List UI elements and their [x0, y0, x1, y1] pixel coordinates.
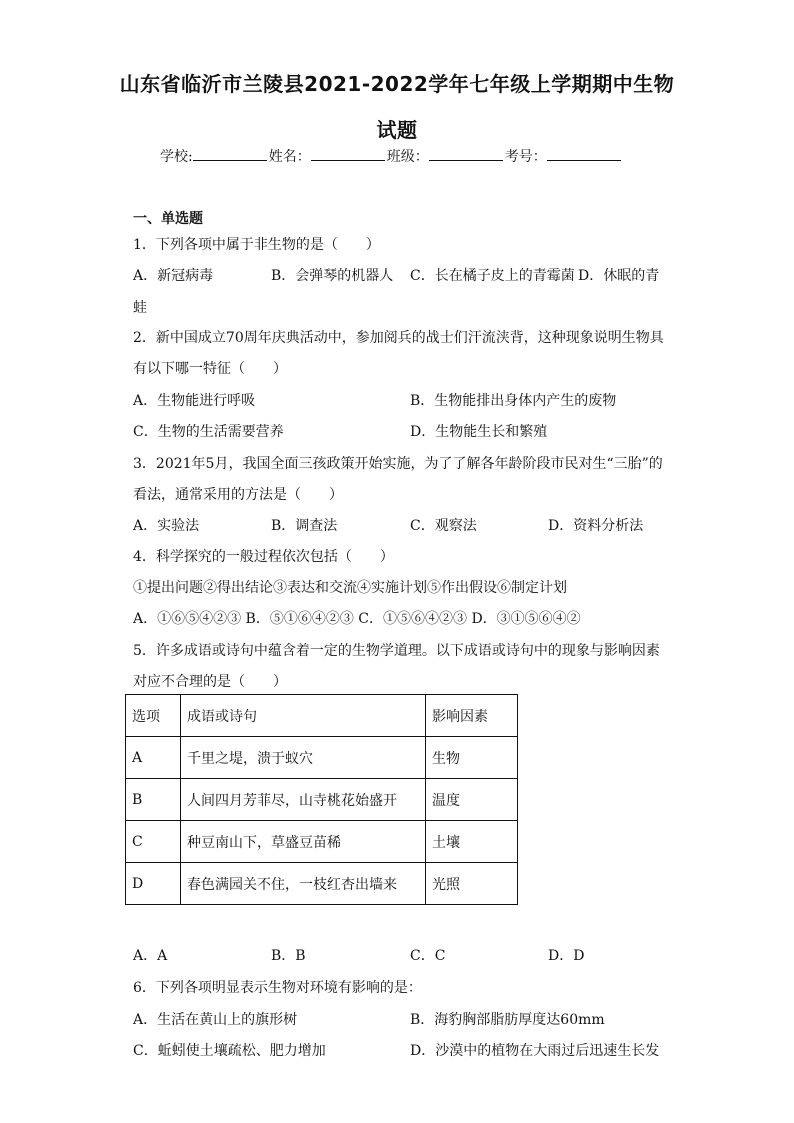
table-header-cell: 影响因素 [426, 695, 518, 737]
q5-stem-line1: 5．许多成语或诗句中蕴含着一定的生物学道理。以下成语或诗句中的现象与影响因素 [133, 643, 660, 659]
q2-stem-line1: 2．新中国成立70周年庆典活动中，参加阅兵的战士们汗流浃背，这种现象说明生物具 [133, 330, 664, 346]
q5-option-a: A．A [133, 948, 168, 964]
table-cell: 种豆南山下，草盛豆苗稀 [181, 821, 426, 863]
table-row [126, 821, 518, 863]
q3-option-a: A．实验法 [133, 518, 200, 534]
q6-option-a: A．生活在黄山上的旗形树 [133, 1012, 298, 1028]
q2-stem-line2: 有以下哪一特征（ ） [133, 361, 287, 377]
table-row [126, 863, 518, 905]
table-cell: C [126, 821, 181, 863]
q2-option-d: D．生物能生长和繁殖 [410, 424, 548, 440]
table-row [126, 737, 518, 779]
q3-option-d: D．资料分析法 [548, 518, 644, 534]
table-cell: D [126, 863, 181, 905]
q1-option-a: A．新冠病毒 [133, 268, 214, 284]
section-heading: 一、单选题 [133, 211, 203, 227]
table-cell: 土壤 [426, 821, 518, 863]
student-info-row [160, 146, 623, 166]
q2-option-a: A．生物能进行呼吸 [133, 393, 256, 409]
q3-option-b: B．调查法 [271, 518, 338, 534]
q4-steps: ①提出问题②得出结论③表达和交流④实施计划⑤作出假设⑥制定计划 [133, 580, 567, 596]
school-field[interactable] [193, 148, 267, 161]
q1-option-d-continued: 蛙 [133, 300, 147, 316]
q5-option-d: D．D [548, 948, 585, 964]
number-label: 考号： [504, 149, 547, 165]
class-field[interactable] [429, 148, 503, 161]
q3-stem-line1: 3．2021年5月，我国全面三孩政策开始实施，为了了解各年龄阶段市民对生“三胎”的 [133, 456, 663, 472]
q6-option-b: B．海豹胸部脂肪厚度达60mm [410, 1012, 605, 1028]
exam-title-line2: 试题 [376, 118, 418, 142]
table-cell: 生物 [426, 737, 518, 779]
q2-option-b: B．生物能排出身体内产生的废物 [410, 393, 617, 409]
q1-option-d: D．休眠的青 [578, 268, 660, 284]
table-cell: 春色满园关不住，一枝红杏出墙来 [181, 863, 426, 905]
q4-stem: 4．科学探究的一般过程依次包括（ ） [133, 549, 394, 565]
table-cell: A [126, 737, 181, 779]
table-row [126, 779, 518, 821]
school-label: 学校: [160, 149, 193, 165]
class-label: 班级： [386, 149, 429, 165]
q1-option-c: C．长在橘子皮上的青霉菌 [410, 268, 575, 284]
table-cell: 温度 [426, 779, 518, 821]
exam-title-line1: 山东省临沂市兰陵县2021-2022学年七年级上学期期中生物 [119, 72, 675, 96]
name-field[interactable] [311, 148, 385, 161]
table-header-row [126, 695, 518, 737]
q5-table [125, 694, 518, 905]
table-cell: B [126, 779, 181, 821]
q5-option-b: B．B [271, 948, 306, 964]
q6-option-c: C．蚯蚓使土壤疏松、肥力增加 [133, 1043, 326, 1059]
q2-option-c: C．生物的生活需要营养 [133, 424, 284, 440]
table-cell: 光照 [426, 863, 518, 905]
name-label: 姓名： [268, 149, 311, 165]
number-field[interactable] [547, 148, 621, 161]
q1-option-b: B．会弹琴的机器人 [271, 268, 394, 284]
q1-stem: 1．下列各项中属于非生物的是（ ） [133, 237, 380, 253]
table-header-cell: 成语或诗句 [181, 695, 426, 737]
table-header-cell: 选项 [126, 695, 181, 737]
q6-stem: 6．下列各项明显表示生物对环境有影响的是： [133, 980, 422, 996]
q3-stem-line2: 看法，通常采用的方法是（ ） [133, 487, 343, 503]
q6-option-d: D．沙漠中的植物在大雨过后迅速生长发 [410, 1043, 660, 1059]
table-cell: 人间四月芳菲尽，山寺桃花始盛开 [181, 779, 426, 821]
q5-option-c: C．C [410, 948, 446, 964]
table-cell: 千里之堤，溃于蚁穴 [181, 737, 426, 779]
q5-stem-line2: 对应不合理的是（ ） [133, 674, 287, 690]
q4-options: A．①⑥⑤④②③ B．⑤①⑥④②③ C．①⑤⑥④②③ D．③①⑤⑥④② [133, 611, 581, 627]
q3-option-c: C．观察法 [410, 518, 477, 534]
